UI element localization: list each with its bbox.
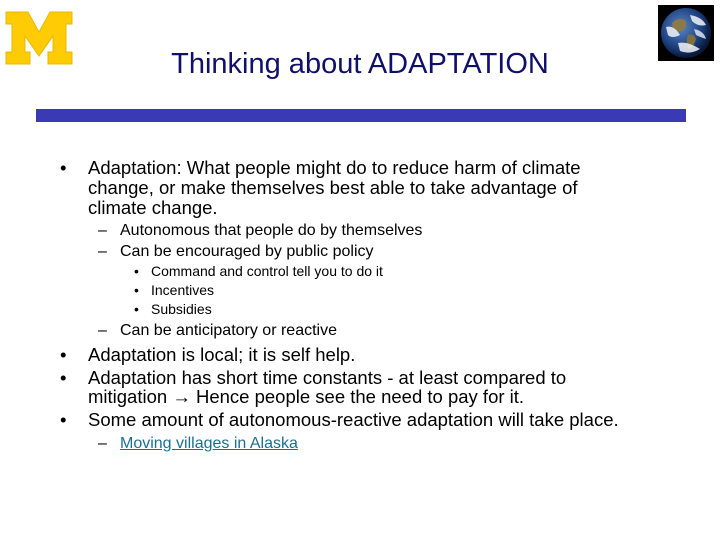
dash-marker: – (98, 222, 107, 239)
bullet-marker: • (60, 409, 67, 430)
slide-title: Thinking about ADAPTATION (171, 48, 549, 80)
bullet-marker: • (134, 282, 139, 298)
title-divider (36, 109, 686, 122)
link-moving-villages-alaska[interactable]: Moving villages in Alaska (120, 435, 298, 452)
bullet-marker: • (60, 344, 67, 365)
dash-marker: – (98, 435, 107, 452)
subsub-bullet-command-control: Command and control tell you to do it (151, 263, 383, 279)
subsub-bullet-incentives: Incentives (151, 282, 215, 298)
sub-bullet-autonomous: Autonomous that people do by themselves (120, 222, 423, 239)
bullet-3-text-start: mitigation (88, 386, 173, 407)
bullet-3-line-2 (88, 387, 524, 406)
bullet-marker: • (60, 367, 67, 388)
bullet-2-local: Adaptation is local; it is self help. (88, 344, 356, 365)
bullet-1-line-2: change, or make themselves best able to take advantage of (88, 177, 578, 198)
bullet-marker: • (134, 301, 139, 317)
bullet-3-line-1: Adaptation has short time constants - at least compared to (88, 367, 567, 388)
bullet-1-line-3: climate change. (88, 197, 218, 218)
bullet-1-line-1: Adaptation: What people might do to reduce harm of climate (88, 157, 581, 178)
dash-marker: – (98, 243, 107, 260)
block-m-logo (4, 10, 74, 66)
subsub-bullet-subsidies: Subsidies (151, 301, 212, 317)
earth-globe-image (658, 5, 714, 61)
bullet-4-autonomous-reactive: Some amount of autonomous-reactive adaptation will take place. (88, 409, 619, 430)
dash-marker: – (98, 322, 107, 339)
block-m-shape (6, 12, 72, 64)
bullet-marker: • (60, 157, 67, 178)
sub-bullet-anticipatory: Can be anticipatory or reactive (120, 322, 337, 339)
bullet-3-text-end: Hence people see the need to pay for it. (190, 386, 525, 407)
bullet-marker: • (134, 263, 139, 279)
arrow-right-icon: → (172, 386, 191, 407)
sub-bullet-public-policy: Can be encouraged by public policy (120, 243, 374, 260)
